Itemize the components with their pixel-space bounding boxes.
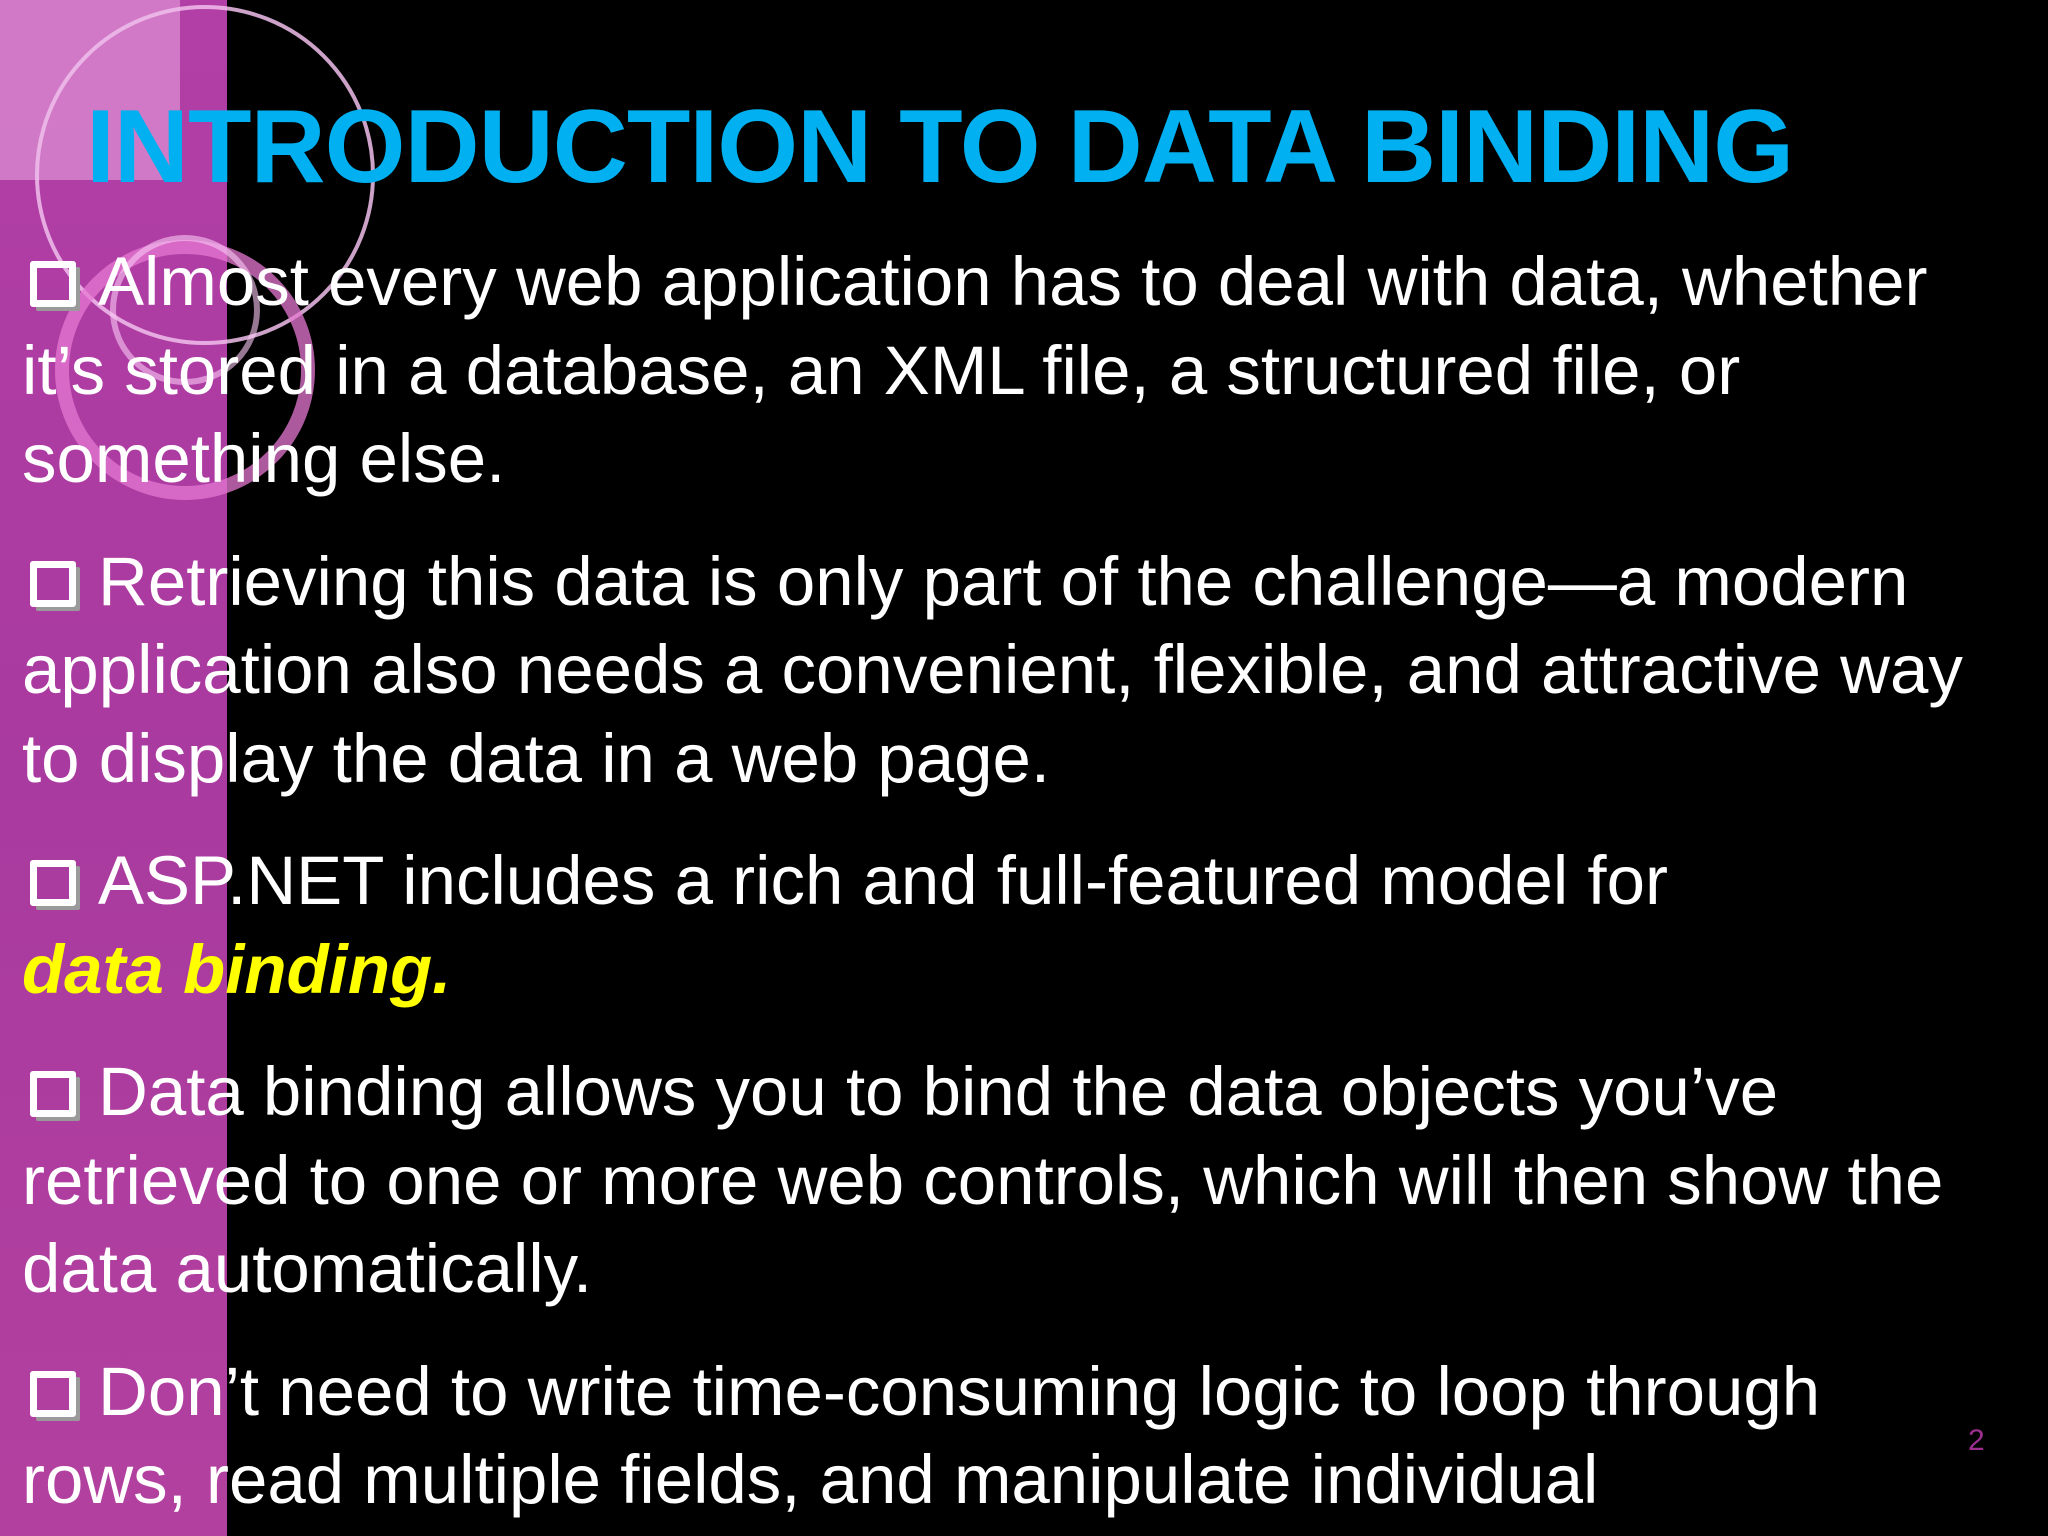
bullet-text: ASP.NET includes a rich and full-featured model for <box>98 842 1668 919</box>
checkbox-bullet-icon <box>30 561 76 607</box>
bullet-text: Data binding allows you to bind the data objects you’ve retrieved to one or more web controls, which will then show the data automatically. <box>22 1053 1944 1307</box>
slide-title: INTRODUCTION TO DATA BINDING <box>86 89 1794 205</box>
checkbox-bullet-icon <box>30 261 76 307</box>
bullet-item <box>22 238 1997 504</box>
page-number: 2 <box>1968 1424 1985 1457</box>
bullet-item <box>22 1048 1997 1314</box>
bullet-text: Retrieving this data is only part of the challenge—a modern application also needs a convenient, flexible, and attractive way to display the data in a web page. <box>22 542 1963 797</box>
checkbox-bullet-icon <box>30 1071 76 1117</box>
bullet-item <box>22 1348 1997 1525</box>
bullet-item <box>22 837 1997 1014</box>
bullet-list <box>22 238 1997 1536</box>
bullet-item <box>22 538 1997 804</box>
bullet-text: Almost every web application has to deal with data, whether it’s stored in a database, an XML file, a structured file, or something else. <box>22 243 1928 497</box>
checkbox-bullet-icon <box>30 860 76 906</box>
highlight-text: data binding. <box>22 930 452 1008</box>
bullet-text: Don’t need to write time-consuming logic to loop through rows, read multiple fields, and manipulate individual <box>22 1352 1821 1518</box>
checkbox-bullet-icon <box>30 1371 76 1417</box>
